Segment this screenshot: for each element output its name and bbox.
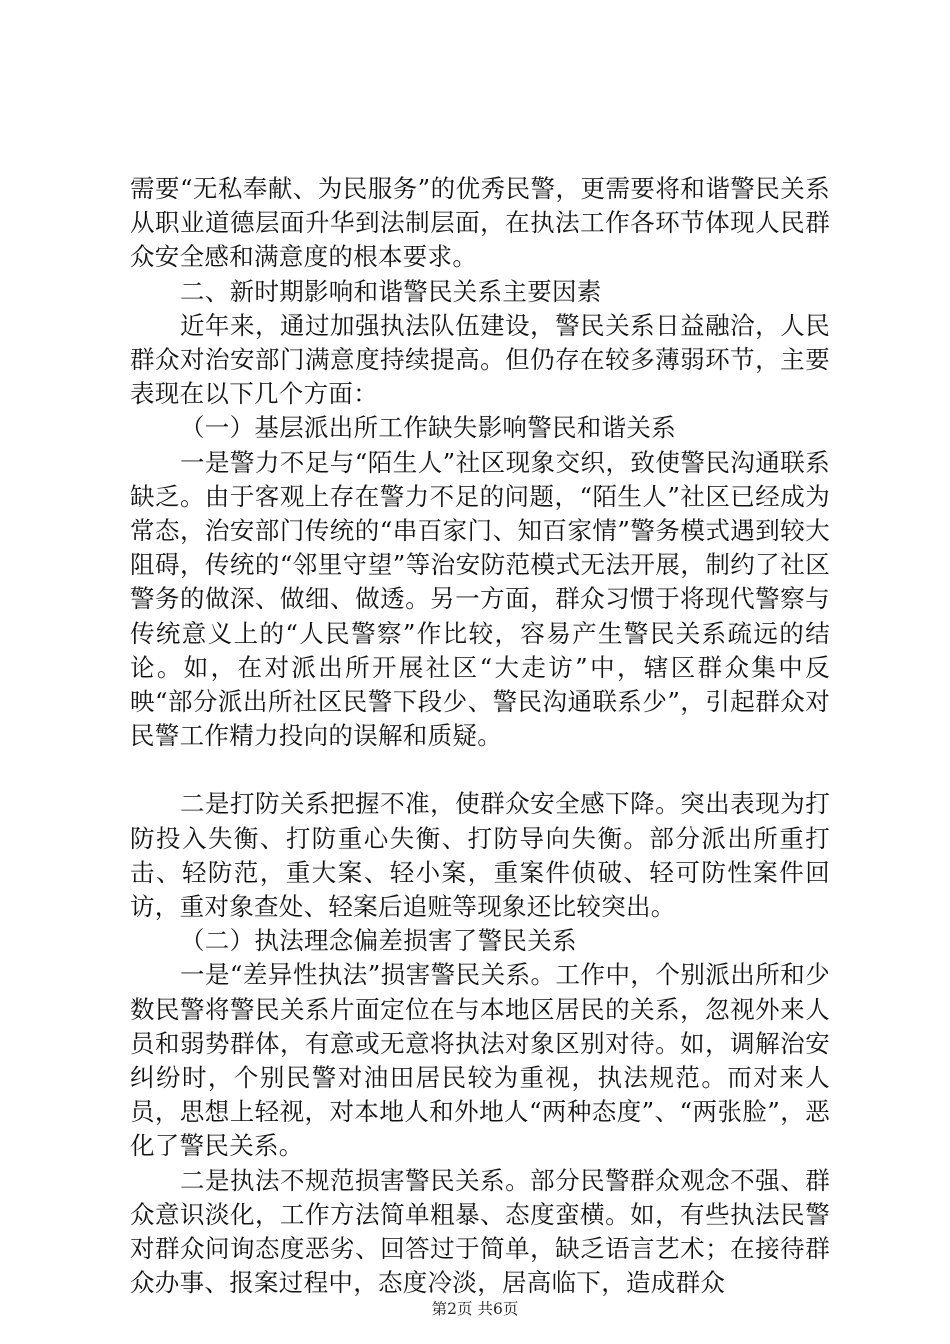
document-body <box>130 172 830 1301</box>
paragraph-intro: 近年来，通过加强执法队伍建设，警民关系日益融洽，人民群众对治安部门满意度持续提高。但仍存在较多薄弱环节，主要表现在以下几个方面： <box>130 310 830 409</box>
page-footer: 第2页 共6页 <box>431 1300 519 1318</box>
paragraph-point-3: 一是“差异性执法”损害警民关系。工作中，个别派出所和少数民警将警民关系片面定位在与本地区居民的关系，忽视外来人员和弱势群体，有意或无意将执法对象区别对待。如，调解治安纠纷时，个别民警对油田居民较为重视，执法规范。而对来人员，思想上轻视，对本地人和外地人“两种态度”、“两张脸”，恶化了警民关系。 <box>130 960 830 1161</box>
subsection-heading-2: （二）执法理念偏差损害了警民关系 <box>180 926 577 956</box>
paragraph-continuation: 需要“无私奉献、为民服务”的优秀民警，更需要将和谐警民关系从职业道德层面升华到法制层面，在执法工作各环节体现人民群众安全感和满意度的根本要求。 <box>130 174 830 272</box>
paragraph-point-2: 二是打防关系把握不准，使群众安全感下降。突出表现为打防投入失衡、打防重心失衡、打防导向失衡。部分派出所重打击、轻防范，重大案、轻小案，重案件侦破、轻可防性案件回访，重对象查处、轻案后追赃等现象还比较突出。 <box>130 789 830 922</box>
subsection-heading-1: （一）基层派出所工作缺失影响警民和谐关系 <box>180 413 676 443</box>
paragraph-point-4: 二是执法不规范损害警民关系。部分民警群众观念不强、群众意识淡化，工作方法简单粗暴、态度蛮横。如，有些执法民警对群众问询态度恶劣、回答过于简单，缺乏语言艺术；在接待群众办事、报案过程中，态度冷淡，居高临下，造成群众 <box>130 1165 830 1298</box>
section-heading-2: 二、新时期影响和谐警民关系主要因素 <box>180 276 602 306</box>
paragraph-point-1: 一是警力不足与“陌生人”社区现象交织，致使警民沟通联系缺乏。由于客观上存在警力不足的问题，“陌生人”社区已经成为常态，治安部门传统的“串百家门、知百家情”警务模式遇到较大阻碍，传统的“邻里守望”等治安防范模式无法开展，制约了社区警务的做深、做细、做透。另一方面，群众习惯于将现代警察与传统意义上的“人民警察”作比较，容易产生警民关系疏远的结论。如，在对派出所开展社区“大走访”中，辖区群众集中反映“部分派出所社区民警下段少、警民沟通联系少”，引起群众对民警工作精力投向的误解和质疑。 <box>130 447 830 751</box>
